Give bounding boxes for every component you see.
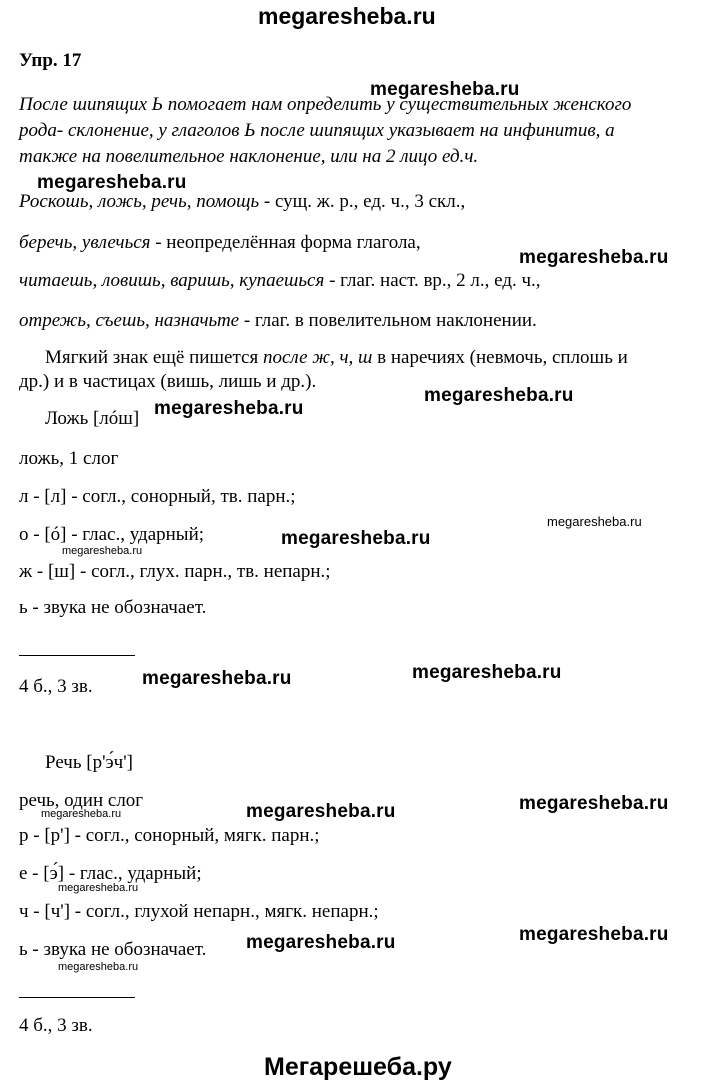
watermark: megaresheba.ru (370, 79, 520, 100)
watermark: megaresheba.ru (519, 247, 669, 268)
analysis-2-summary: 4 б., 3 зв. (19, 1015, 93, 1036)
note-part-1: Мягкий знак ещё пишется (45, 347, 263, 368)
analysis-1-row: л - [л] - согл., сонорный, тв. парн.; (19, 486, 296, 507)
watermark: megaresheba.ru (62, 545, 143, 557)
word-group-2 (19, 232, 421, 254)
note-part-3: в наречиях (невмочь, сплошь и (372, 347, 628, 368)
word-group-words: отрежь, съешь, назначьте (19, 310, 240, 331)
watermark: megaresheba.ru (412, 662, 562, 683)
note-part-2: после ж, ч, ш (262, 347, 373, 368)
exercise-title: Упр. 17 (19, 50, 82, 71)
analysis-1-syllables: ложь, 1 слог (19, 448, 119, 469)
watermark: megaresheba.ru (58, 882, 139, 894)
watermark: megaresheba.ru (519, 924, 669, 945)
analysis-2-row: е - [э́] - глас., ударный; (19, 863, 202, 884)
word-group-desc: - глаг. наст. вр., 2 л., ед. ч., (324, 270, 541, 291)
word-group-4 (19, 310, 537, 332)
analysis-1-row: о - [ó] - глас., ударный; (19, 524, 205, 545)
watermark: megaresheba.ru (58, 961, 139, 973)
watermark: megaresheba.ru (142, 668, 292, 689)
analysis-2-row: ч - [ч'] - согл., глухой непарн., мягк. непарн.; (19, 901, 379, 922)
word-group-1 (19, 191, 465, 213)
watermark: megaresheba.ru (41, 808, 122, 820)
word-group-words: читаешь, ловишь, варишь, купаешься (19, 270, 325, 291)
word-group-desc: - глаг. в повелительном наклонении. (239, 310, 537, 331)
divider (19, 655, 135, 656)
analysis-2-row: р - [р'] - согл., сонорный, мягк. парн.; (19, 825, 320, 846)
word-group-desc: - неопределённая форма глагола, (150, 232, 421, 253)
note-line-1 (45, 347, 628, 369)
word-group-words: Роскошь, ложь, речь, помощь (19, 191, 260, 212)
analysis-2-syllables: речь, один слог (19, 790, 144, 811)
watermark: megaresheba.ru (246, 932, 396, 953)
intro-line-2: рода- склонение, у глаголов Ь после шипящих указывает на инфинитив, а (19, 120, 615, 141)
site-title: megaresheba.ru (258, 3, 436, 29)
word-group-3 (19, 270, 541, 292)
analysis-1-summary: 4 б., 3 зв. (19, 676, 93, 697)
watermark: megaresheba.ru (281, 528, 431, 549)
word-group-desc: - сущ. ж. р., ед. ч., 3 скл., (259, 191, 466, 212)
analysis-1-row: ь - звука не обозначает. (19, 597, 207, 618)
watermark: megaresheba.ru (154, 398, 304, 419)
intro-line-1: После шипящих Ь помогает нам определить у существительных женского (19, 94, 632, 115)
watermark: megaresheba.ru (519, 793, 669, 814)
watermark: megaresheba.ru (37, 172, 187, 193)
analysis-1-heading: Ложь [лóш] (45, 408, 140, 429)
watermark: megaresheba.ru (547, 514, 642, 529)
analysis-2-heading: Речь [р'э́ч'] (45, 752, 133, 773)
analysis-2-row: ь - звука не обозначает. (19, 939, 207, 960)
note-line-2: др.) и в частицах (вишь, лишь и др.). (19, 371, 317, 392)
intro-line-3: также на повелительное наклонение, или на 2 лицо ед.ч. (19, 146, 479, 167)
watermark: megaresheba.ru (246, 801, 396, 822)
footer-title: Мегарешеба.ру (264, 1053, 452, 1081)
word-group-words: беречь, увлечься (19, 232, 151, 253)
divider (19, 997, 135, 998)
analysis-1-row: ж - [ш] - согл., глух. парн., тв. непарн.; (19, 561, 331, 582)
watermark: megaresheba.ru (424, 385, 574, 406)
